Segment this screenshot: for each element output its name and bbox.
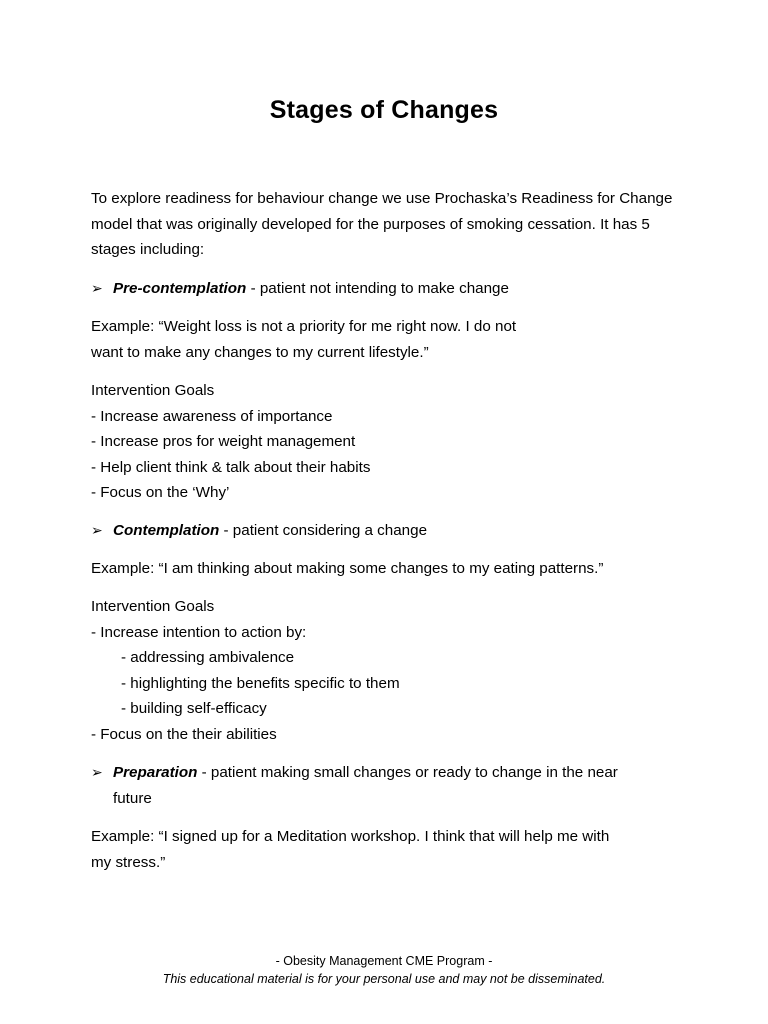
stage-bullet-preparation (91, 760, 681, 811)
stage-description: - patient considering a change (219, 522, 428, 539)
stage-description: - patient not intending to make change (246, 280, 509, 297)
stage-name: Pre-contemplation (113, 280, 247, 297)
sub-goal-item: - highlighting the benefits specific to them (121, 674, 400, 692)
footer-program: - Obesity Management CME Program - (275, 954, 493, 968)
stage-example-precontemplation (91, 314, 691, 365)
intro-paragraph: To explore readiness for behaviour change we use Prochaska’s Readiness for Change model that was originally developed for the purposes of smoking cessation. It has 5 stages including: (91, 190, 673, 258)
goals-heading: Intervention Goals (91, 598, 215, 615)
example-line: Example: “Weight loss is not a priority for me right now. I do not (91, 318, 517, 335)
arrow-bullet-icon: ➢ (91, 764, 103, 780)
sub-goal-item: - addressing ambivalence (121, 649, 295, 666)
goal-item: - Focus on the their abilities (91, 725, 277, 743)
sub-goal-item: - building self-efficacy (121, 700, 267, 717)
page-title: Stages of Changes (269, 96, 499, 124)
stage-name: Preparation (113, 764, 198, 781)
stage-description: - patient making small changes or ready to change in the near (197, 764, 618, 781)
footer-notice: This educational material is for your personal use and may not be disseminated. (162, 972, 606, 986)
goal-item: - Focus on the ‘Why’ (91, 484, 230, 501)
goals-heading: Intervention Goals (91, 382, 215, 399)
stage-bullet-precontemplation (91, 276, 681, 302)
goal-item: - Increase intention to action by: (91, 623, 307, 641)
goal-item: - Increase awareness of importance (91, 407, 333, 425)
example-line: want to make any changes to my current lifestyle.” (91, 343, 429, 361)
goal-item: - Help client think & talk about their habits (91, 458, 371, 476)
example-line: Example: “I am thinking about making some changes to my eating patterns.” (91, 560, 604, 577)
goal-item: - Increase pros for weight management (91, 433, 356, 450)
intervention-goals-contemplation (91, 594, 691, 747)
example-line: Example: “I signed up for a Meditation workshop. I think that will help me with (91, 828, 610, 845)
stage-name: Contemplation (113, 522, 220, 539)
stage-example-contemplation (91, 556, 691, 582)
arrow-bullet-icon: ➢ (91, 522, 103, 538)
stage-description-continued: future (113, 789, 152, 807)
intervention-goals-precontemplation (91, 378, 691, 506)
arrow-bullet-icon: ➢ (91, 280, 103, 296)
stage-example-preparation (91, 824, 691, 875)
example-line: my stress.” (91, 853, 166, 871)
stage-bullet-contemplation (91, 518, 681, 544)
page-footer (0, 952, 768, 988)
